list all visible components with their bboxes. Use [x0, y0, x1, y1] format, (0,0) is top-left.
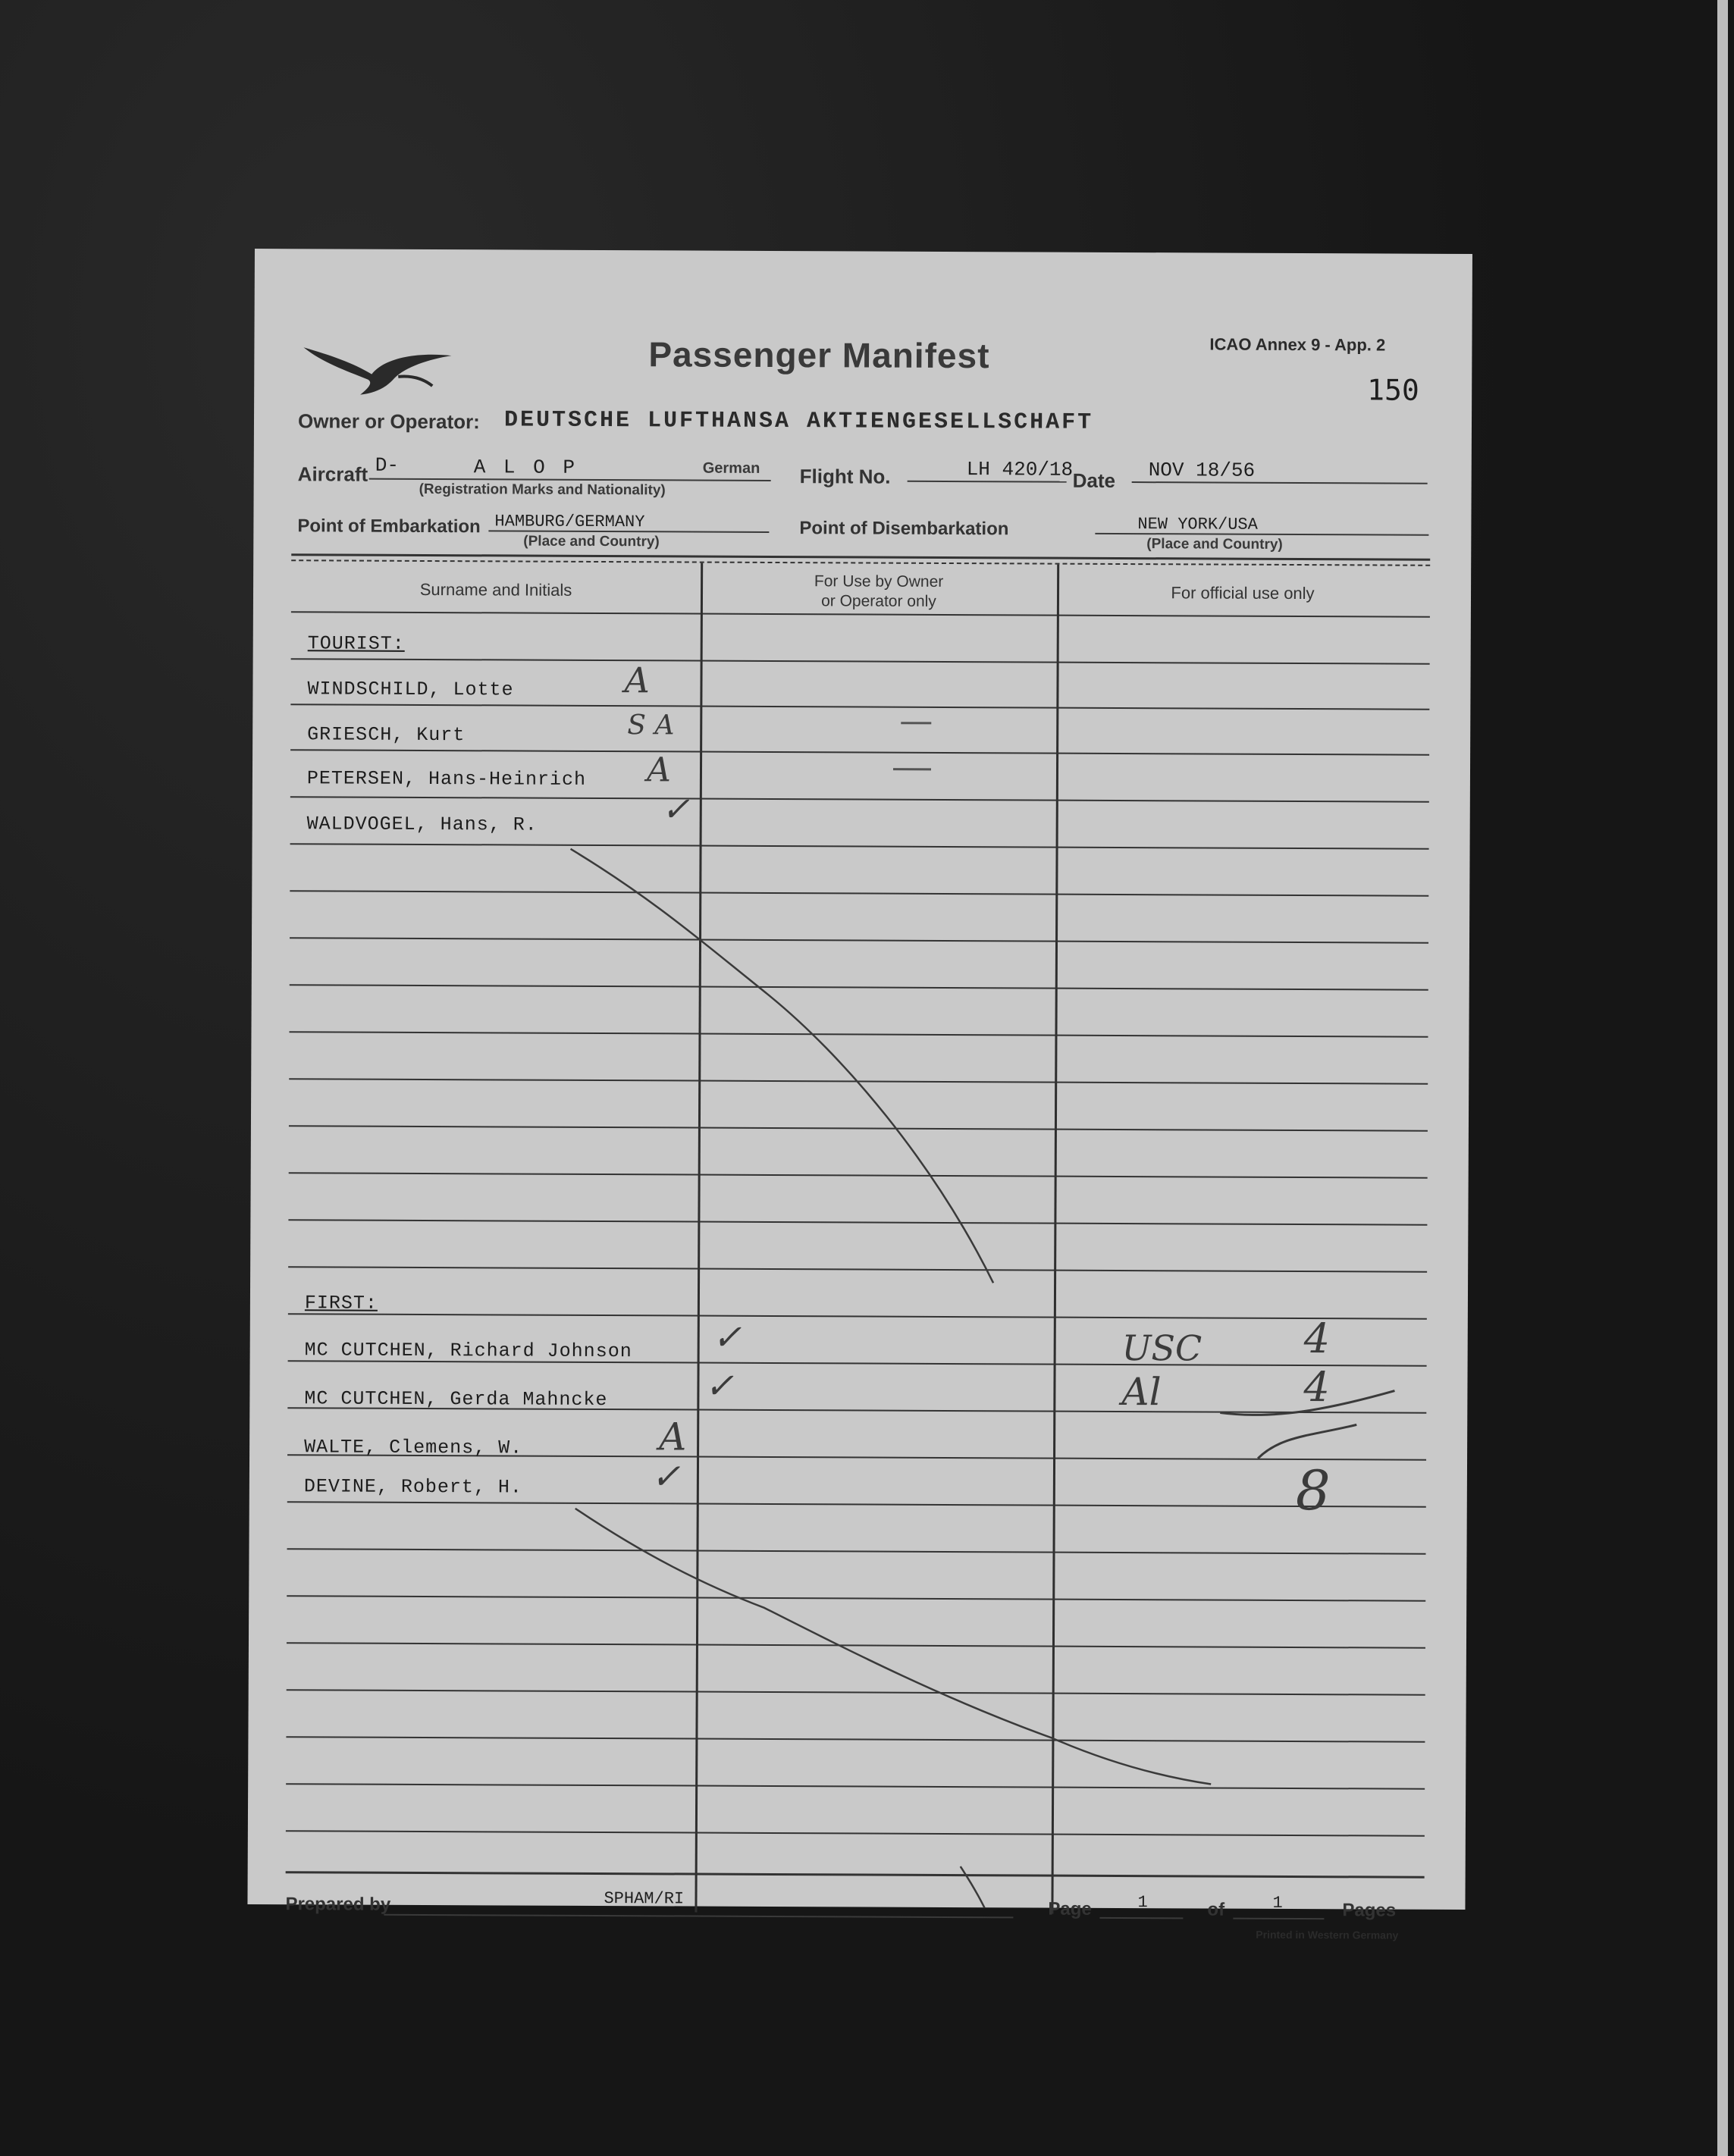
- ruled-line: [290, 749, 1429, 756]
- disembarkation-value: NEW YORK/USA: [1137, 515, 1258, 534]
- ruled-line: [287, 1642, 1425, 1649]
- aircraft-nationality: German: [702, 459, 760, 477]
- ruled-line: [287, 1501, 1426, 1508]
- embarkation-caption: (Place and Country): [523, 533, 660, 550]
- manifest-document: [247, 249, 1472, 1941]
- date-label: Date: [1072, 468, 1116, 492]
- passenger-name: PETERSEN, Hans-Heinrich: [306, 767, 587, 791]
- official-count: 8: [1295, 1459, 1331, 1523]
- passenger-mark: ✓: [651, 1456, 681, 1497]
- passenger-mark: ✓: [661, 790, 690, 829]
- disembarkation-label: Point of Disembarkation: [799, 518, 1009, 540]
- aircraft-caption: (Registration Marks and Nationality): [419, 481, 666, 499]
- official-note: USC: [1121, 1327, 1203, 1369]
- ruled-line: [288, 1266, 1427, 1273]
- flight-label: Flight No.: [799, 465, 891, 488]
- embarkation-underline: [488, 530, 769, 533]
- pages-label: Pages: [1342, 1900, 1397, 1921]
- official-count: 4: [1303, 1315, 1331, 1363]
- flight-value: LH 420/18: [966, 458, 1074, 481]
- ruled-line: [290, 704, 1429, 710]
- ruled-line: [287, 1689, 1425, 1696]
- film-frame-edge: [1717, 0, 1728, 2156]
- aircraft-label: Aircraft: [297, 462, 368, 486]
- passenger-name: WALDVOGEL, Hans, R.: [306, 813, 538, 836]
- date-value: NOV 18/56: [1148, 459, 1256, 482]
- ruled-line: [287, 1548, 1426, 1555]
- prepared-by-value: SPHAM/RI: [604, 1889, 685, 1909]
- passenger-name: WALTE, Clemens, W.: [304, 1436, 523, 1459]
- ruled-line: [286, 1736, 1425, 1743]
- passenger-name: DEVINE, Robert, H.: [303, 1475, 522, 1499]
- document-title: Passenger Manifest: [648, 334, 990, 376]
- passenger-mark: A: [646, 751, 671, 790]
- ruled-line: [289, 1078, 1428, 1085]
- of-label: of: [1207, 1899, 1225, 1920]
- flight-underline: [908, 481, 1067, 483]
- ruled-line: [290, 890, 1428, 897]
- page-number-stamp: 150: [1367, 373, 1419, 407]
- official-note: Al: [1121, 1370, 1162, 1415]
- ruled-line: [290, 843, 1429, 850]
- first-heading: FIRST:: [304, 1292, 378, 1315]
- ruled-line: [288, 1313, 1427, 1320]
- disembarkation-underline: [1095, 533, 1428, 536]
- ruled-line: [290, 984, 1428, 991]
- icao-reference: ICAO Annex 9 - App. 2: [1209, 334, 1386, 355]
- column-official: For official use only: [1171, 583, 1315, 603]
- ruled-line: [287, 1595, 1425, 1602]
- ruled-line-bottom: [286, 1871, 1425, 1879]
- column-owner-use-line2: or Operator only: [821, 592, 936, 610]
- ruled-line: [286, 1783, 1425, 1790]
- ruled-line: [289, 1125, 1428, 1132]
- column-surname: Surname and Initials: [419, 579, 572, 600]
- ruled-line: [291, 658, 1430, 665]
- passenger-name: MC CUTCHEN, Richard Johnson: [304, 1339, 632, 1363]
- passenger-mark: ✓: [704, 1365, 735, 1406]
- embarkation-value: HAMBURG/GERMANY: [494, 512, 645, 532]
- divider-official-column: [1051, 565, 1059, 1914]
- page-label: Page: [1048, 1898, 1092, 1919]
- ruled-line: [289, 1031, 1428, 1038]
- disembarkation-caption: (Place and Country): [1146, 536, 1283, 553]
- lufthansa-crane-icon: [299, 332, 474, 401]
- ruled-line: [290, 796, 1429, 803]
- prepared-by-label: Prepared by: [285, 1894, 391, 1915]
- aircraft-prefix: D-: [375, 453, 400, 477]
- column-heading-rule: [291, 611, 1430, 618]
- ruled-line: [289, 1172, 1428, 1179]
- page-value: 1: [1137, 1893, 1148, 1913]
- official-count: 4: [1303, 1363, 1330, 1412]
- passenger-name: GRIESCH, Kurt: [307, 723, 466, 747]
- header-rule-bottom: [291, 559, 1430, 566]
- owner-label: Owner or Operator:: [297, 409, 480, 434]
- date-underline: [1132, 481, 1428, 484]
- printed-in-note: Printed in Western Germany: [1256, 1928, 1399, 1941]
- owner-value: DEUTSCHE LUFTHANSA AKTIENGESELLSCHAFT: [503, 407, 1094, 436]
- column-owner-use-line1: For Use by Owner: [814, 572, 944, 591]
- passenger-mark: ✓: [712, 1316, 742, 1358]
- of-value: 1: [1272, 1893, 1283, 1913]
- passenger-mark: A: [659, 1415, 687, 1459]
- divider-owner-column: [695, 563, 703, 1913]
- ruled-line: [290, 937, 1428, 944]
- ruled-line: [286, 1830, 1425, 1837]
- embarkation-label: Point of Embarkation: [297, 515, 481, 537]
- passenger-mark: S A: [627, 710, 675, 741]
- aircraft-registration: A L O P: [473, 456, 579, 479]
- passenger-name: WINDSCHILD, Lotte: [307, 678, 514, 701]
- ruled-line: [288, 1219, 1427, 1226]
- tourist-heading: TOURIST:: [307, 632, 405, 655]
- passenger-mark: A: [624, 660, 650, 701]
- passenger-name: MC CUTCHEN, Gerda Mahncke: [304, 1387, 608, 1412]
